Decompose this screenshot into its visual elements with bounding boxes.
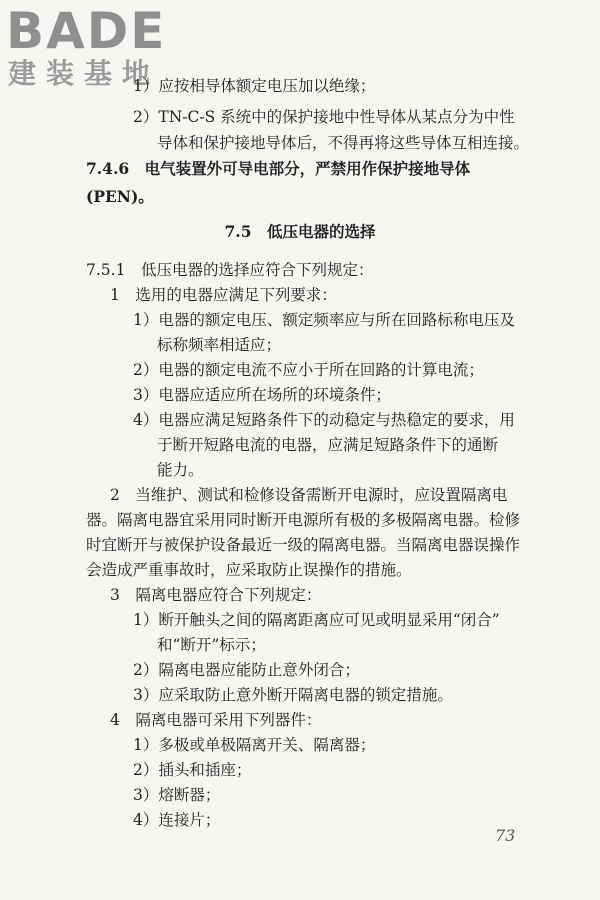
text-line: 4 隔离电器可采用下列器件：	[110, 711, 322, 729]
text-line: 4）连接片；	[133, 811, 221, 829]
text-line: 2）电器的额定电流不应小于所在回路的计算电流；	[133, 361, 484, 379]
text-line: 于断开短路电流的电器，应满足短路条件下的通断	[157, 436, 499, 454]
text-line: 2）隔离电器应能防止意外闭合；	[133, 661, 360, 679]
text-line: 和“断开”标示；	[157, 636, 266, 654]
text-line: 时宜断开与被保护设备最近一级的隔离电器。当隔离电器误操作	[86, 536, 521, 554]
text-line: 1）电器的额定电压、额定频率应与所在回路标称电压及	[133, 311, 515, 329]
text-line: 3）电器应适应所在场所的环境条件；	[133, 386, 391, 404]
text-line: 2）插头和插座；	[133, 761, 252, 779]
text-line: 1）多极或单极隔离开关、隔离器；	[133, 736, 376, 754]
watermark-subtitle: 建装基地	[8, 57, 161, 90]
watermark-brand: BADE	[6, 2, 167, 60]
text-line: 3 隔离电器应符合下列规定：	[110, 586, 322, 604]
text-line: 3）应采取防止意外断开隔离电器的锁定措施。	[133, 686, 453, 704]
text-line: 2 当维护、测试和检修设备需断开电源时，应设置隔离电	[110, 486, 508, 504]
text-line: 4）电器应满足短路条件下的动稳定与热稳定的要求，用	[133, 411, 515, 429]
text-line: 1）断开触头之间的隔离距离应可见或明显采用“闭合”	[133, 611, 500, 629]
clause-heading: 7.4.6 电气装置外可导电部分，严禁用作保护接地导体	[86, 159, 471, 178]
page-number: 73	[495, 826, 516, 845]
text-line: 1）应按相导体额定电压加以绝缘；	[133, 77, 376, 95]
text-line: 能力。	[157, 461, 204, 479]
text-line: 2）TN-C-S 系统中的保护接地中性导体从某点分为中性	[133, 108, 515, 126]
clause-heading: (PEN)。	[86, 187, 154, 206]
text-line: 器。隔离电器宜采用同时断开电源所有极的多极隔离电器。检修	[86, 511, 521, 529]
text-line: 1 选用的电器应满足下列要求：	[110, 286, 337, 304]
section-title: 7.5 低压电器的选择	[224, 222, 376, 241]
text-line: 标称频率相适应；	[157, 336, 282, 354]
text-line: 会造成严重事故时，应采取防止误操作的措施。	[86, 561, 412, 579]
text-line: 导体和保护接地导体后，不得再将这些导体互相连接。	[157, 134, 530, 152]
text-line: 3）熔断器；	[133, 786, 221, 804]
text-line: 7.5.1 低压电器的选择应符合下列规定：	[86, 261, 374, 279]
